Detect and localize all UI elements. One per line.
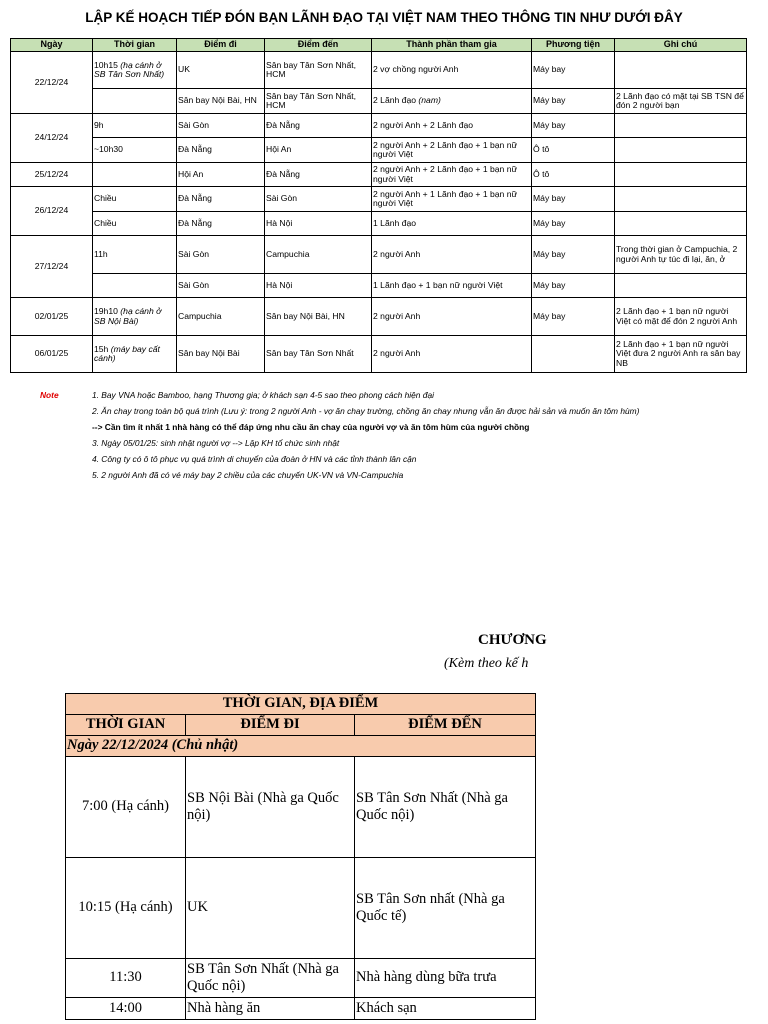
program-to: Nhà hàng dùng bữa trưa [355, 959, 536, 998]
plan-vehicle: Ô tô [532, 138, 615, 163]
plan-participants-value: 2 người Anh [373, 310, 421, 321]
plan-note [615, 212, 747, 236]
note-label: Note [40, 390, 59, 400]
note-line: 5. 2 người Anh đã có vé máy bay 2 chiều của các chuyến UK-VN và VN-Campuchia [92, 470, 404, 480]
plan-time [93, 298, 177, 336]
plan-note: 2 Lãnh đạo + 1 bạn nữ người Việt có mặt để đón 2 người Anh [615, 298, 747, 336]
plan-time [93, 89, 177, 114]
plan-from: Đà Nẵng [177, 187, 265, 212]
program-col-from: ĐIỂM ĐI [186, 715, 355, 736]
plan-date: 22/12/24 [11, 52, 93, 114]
program-row [66, 757, 536, 858]
plan-time [93, 274, 177, 298]
program-time: 10:15 (Hạ cánh) [66, 858, 186, 959]
program-from: SB Nội Bài (Nhà ga Quốc nội) [186, 757, 355, 858]
plan-row [11, 336, 747, 373]
plan-vehicle: Máy bay [532, 52, 615, 89]
plan-participants [372, 187, 532, 212]
program-row [66, 858, 536, 959]
plan-participants-note: (nam) [418, 95, 441, 106]
plan-participants [372, 89, 532, 114]
plan-participants-value: 2 người Anh + 2 Lãnh đạo [373, 119, 474, 130]
plan-row [11, 114, 747, 138]
plan-to: Đà Nẵng [265, 163, 372, 187]
plan-time-value: 9h [94, 119, 104, 130]
plan-time-value: Chiều [94, 217, 117, 228]
plan-date: 06/01/25 [11, 336, 93, 373]
plan-vehicle: Ô tô [532, 163, 615, 187]
plan-vehicle: Máy bay [532, 187, 615, 212]
program-day-label: Ngày 22/12/2024 (Chủ nhật) [66, 736, 536, 757]
plan-time-value: 10h15 [94, 59, 118, 70]
note-line: 2. Ăn chay trong toàn bộ quá trình (Lưu ý: trong 2 người Anh - vợ ăn chay trường, chồng ăn chay nhưng vẫn ăn được hải sản và muốn ăn tôm hùm) [92, 406, 640, 416]
program-subtitle: (Kèm theo kế h [444, 656, 529, 671]
plan-note: Trong thời gian ở Campuchia, 2 người Anh tự túc đi lại, ăn, ở [615, 236, 747, 274]
plan-to: Đà Nẵng [265, 114, 372, 138]
plan-date: 25/12/24 [11, 163, 93, 187]
plan-vehicle [532, 336, 615, 373]
plan-from: Sài Gòn [177, 274, 265, 298]
plan-participants-value: 1 Lãnh đạo [373, 217, 417, 228]
plan-to: Hội An [265, 138, 372, 163]
note-line: 4. Công ty có ô tô phục vụ quá trình di chuyển của đoàn ở HN và các tỉnh thành lân cận [92, 454, 417, 464]
program-time: 14:00 [66, 998, 186, 1020]
plan-from: Campuchia [177, 298, 265, 336]
plan-time [93, 163, 177, 187]
plan-time-note: (máy bay cất cánh) [94, 343, 160, 363]
header-date: Ngày [11, 39, 93, 52]
plan-participants-value: 2 người Anh + 2 Lãnh đạo + 1 bạn nữ người Việt [373, 164, 518, 184]
plan-note [615, 163, 747, 187]
plan-to: Sân bay Nội Bài, HN [265, 298, 372, 336]
program-row [66, 998, 536, 1020]
plan-row [11, 138, 747, 163]
plan-note [615, 274, 747, 298]
plan-participants [372, 336, 532, 373]
plan-vehicle: Máy bay [532, 274, 615, 298]
plan-from: Sân bay Nội Bài [177, 336, 265, 373]
plan-participants [372, 138, 532, 163]
plan-to: Hà Nội [265, 274, 372, 298]
plan-row [11, 89, 747, 114]
header-participants: Thành phần tham gia [372, 39, 532, 52]
header-vehicle: Phương tiện [532, 39, 615, 52]
plan-participants-value: 2 người Anh [373, 348, 421, 359]
plan-row [11, 298, 747, 336]
plan-from: Đà Nẵng [177, 212, 265, 236]
plan-vehicle: Máy bay [532, 89, 615, 114]
program-from: SB Tân Sơn Nhất (Nhà ga Quốc nội) [186, 959, 355, 998]
plan-participants-value: 2 người Anh [373, 248, 421, 259]
program-col-time: THỜI GIAN [66, 715, 186, 736]
plan-note [615, 138, 747, 163]
plan-participants [372, 163, 532, 187]
plan-participants-value: 2 Lãnh đạo [373, 95, 419, 106]
plan-participants [372, 298, 532, 336]
program-time: 7:00 (Hạ cánh) [66, 757, 186, 858]
plan-row [11, 236, 747, 274]
plan-row [11, 187, 747, 212]
plan-time-note: (hạ cánh ở SB Tân Sơn Nhất) [94, 59, 165, 79]
plan-time [93, 114, 177, 138]
plan-date: 02/01/25 [11, 298, 93, 336]
note-line: 1. Bay VNA hoặc Bamboo, hạng Thương gia; ở khách sạn 4-5 sao theo phong cách hiện đại [92, 390, 434, 400]
plan-vehicle: Máy bay [532, 236, 615, 274]
plan-date: 26/12/24 [11, 187, 93, 236]
plan-from: Hội An [177, 163, 265, 187]
plan-table [10, 38, 747, 373]
header-time: Thời gian [93, 39, 177, 52]
plan-participants [372, 212, 532, 236]
page-title: LẬP KẾ HOẠCH TIẾP ĐÓN BẠN LÃNH ĐẠO TẠI VIỆT NAM THEO THÔNG TIN NHƯ DƯỚI ĐÂY [85, 10, 683, 25]
plan-to: Sài Gòn [265, 187, 372, 212]
program-from: UK [186, 858, 355, 959]
plan-from: UK [177, 52, 265, 89]
plan-time [93, 236, 177, 274]
plan-row [11, 163, 747, 187]
plan-vehicle: Máy bay [532, 212, 615, 236]
header-from: Điểm đi [177, 39, 265, 52]
plan-to: Hà Nội [265, 212, 372, 236]
plan-note: 2 Lãnh đạo có mặt tại SB TSN để đón 2 người bạn [615, 89, 747, 114]
program-to: SB Tân Sơn Nhất (Nhà ga Quốc nội) [355, 757, 536, 858]
plan-time-value: 11h [94, 248, 108, 259]
plan-date: 27/12/24 [11, 236, 93, 298]
plan-time-value: Chiều [94, 193, 117, 204]
plan-time [93, 212, 177, 236]
plan-row [11, 212, 747, 236]
plan-from: Sân bay Nội Bài, HN [177, 89, 265, 114]
plan-time-value: 15h [94, 343, 109, 354]
plan-time [93, 52, 177, 89]
plan-to: Campuchia [265, 236, 372, 274]
plan-participants [372, 274, 532, 298]
program-table [65, 693, 536, 1020]
plan-to: Sân bay Tân Sơn Nhất [265, 336, 372, 373]
plan-row [11, 52, 747, 89]
program-title: CHƯƠNG [478, 632, 547, 648]
program-from: Nhà hàng ăn [186, 998, 355, 1020]
plan-note: 2 Lãnh đạo + 1 bạn nữ người Việt đưa 2 người Anh ra sân bay NB [615, 336, 747, 373]
header-note: Ghi chú [615, 39, 747, 52]
plan-date: 24/12/24 [11, 114, 93, 163]
note-line: 3. Ngày 05/01/25: sinh nhật người vợ --> Lập KH tổ chức sinh nhật [92, 438, 340, 448]
plan-to: Sân bay Tân Sơn Nhất, HCM [265, 52, 372, 89]
program-row [66, 959, 536, 998]
plan-header-row [11, 39, 747, 52]
plan-time-value: ~10h30 [94, 144, 123, 155]
plan-participants-value: 2 người Anh + 1 Lãnh đạo + 1 bạn nữ người Việt [373, 188, 518, 208]
plan-time [93, 138, 177, 163]
plan-participants [372, 52, 532, 89]
plan-note [615, 114, 747, 138]
header-to: Điểm đến [265, 39, 372, 52]
plan-participants-value: 1 Lãnh đạo + 1 bạn nữ người Việt [373, 279, 503, 290]
plan-note [615, 52, 747, 89]
plan-participants-value: 2 vợ chồng người Anh [373, 64, 459, 75]
plan-from: Đà Nẵng [177, 138, 265, 163]
plan-time-note: (hạ cánh ở SB Nội Bài) [94, 306, 162, 326]
program-to: SB Tân Sơn nhất (Nhà ga Quốc tế) [355, 858, 536, 959]
plan-participants-value: 2 người Anh + 2 Lãnh đạo + 1 bạn nữ người Việt [373, 139, 518, 159]
plan-from: Sài Gòn [177, 114, 265, 138]
program-to: Khách sạn [355, 998, 536, 1020]
plan-to: Sân bay Tân Sơn Nhất, HCM [265, 89, 372, 114]
plan-time [93, 336, 177, 373]
plan-from: Sài Gòn [177, 236, 265, 274]
plan-time [93, 187, 177, 212]
program-time: 11:30 [66, 959, 186, 998]
plan-vehicle: Máy bay [532, 114, 615, 138]
program-col-to: ĐIỂM ĐẾN [355, 715, 536, 736]
plan-participants [372, 114, 532, 138]
note-line: --> Cần tìm ít nhất 1 nhà hàng có thể đáp ứng nhu cầu ăn chay của người vợ và ăn tôm hùm của người chồng [92, 422, 530, 432]
plan-participants [372, 236, 532, 274]
program-header-main: THỜI GIAN, ĐỊA ĐIỂM [66, 694, 536, 715]
plan-row [11, 274, 747, 298]
plan-note [615, 187, 747, 212]
plan-time-value: 19h10 [94, 306, 118, 317]
plan-vehicle: Máy bay [532, 298, 615, 336]
